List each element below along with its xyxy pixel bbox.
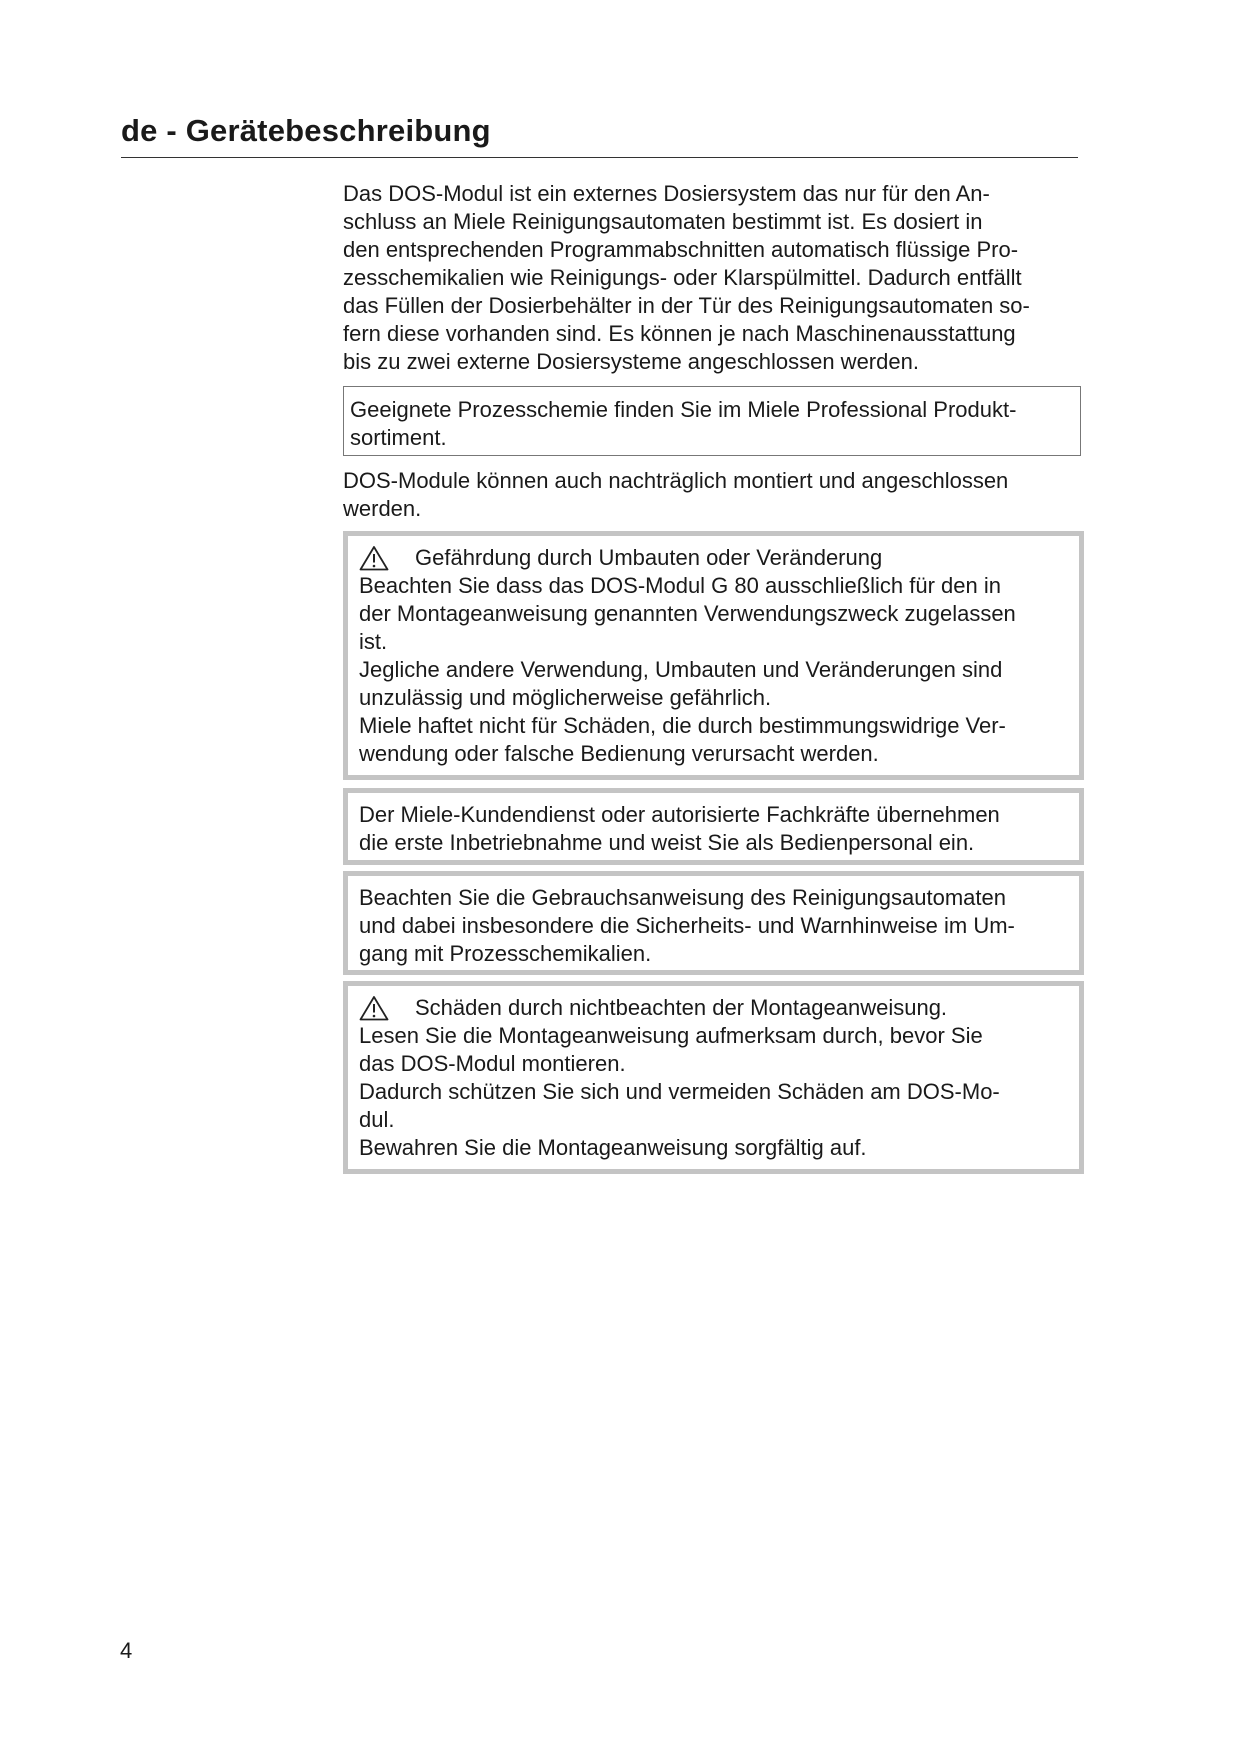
warning-box-modification [343, 531, 1084, 780]
page-number: 4 [120, 1638, 133, 1663]
text-line: fern diese vorhanden sind. Es können je nach Maschinenausstattung [343, 321, 1016, 346]
text-line: das DOS-Modul montieren. [359, 1051, 626, 1076]
warning-box-installation [343, 981, 1084, 1174]
text-line: Der Miele-Kundendienst oder autorisierte Fachkräfte übernehmen [359, 802, 1000, 827]
text-line: ist. [359, 629, 388, 654]
text-line: Lesen Sie die Montageanweisung aufmerksam durch, bevor Sie [359, 1023, 983, 1048]
page-title: de - Gerätebeschreibung [121, 113, 491, 148]
text-line: Dadurch schützen Sie sich und vermeiden Schäden am DOS-Mo- [359, 1079, 1000, 1104]
text-line: sortiment. [350, 425, 447, 450]
warning-heading-row [359, 994, 1069, 1022]
text-line: schluss an Miele Reinigungsautomaten bestimmt ist. Es dosiert in [343, 209, 983, 234]
text-line: das Füllen der Dosierbehälter in der Tür des Reinigungsautomaten so- [343, 293, 1030, 318]
text-line: dul. [359, 1107, 395, 1132]
note-box [343, 386, 1081, 456]
text-line: die erste Inbetriebnahme und weist Sie als Bedienpersonal ein. [359, 830, 975, 855]
title-divider [121, 157, 1078, 158]
retrofit-paragraph [343, 467, 1083, 523]
text-line: Beachten Sie die Gebrauchsanweisung des Reinigungsautomaten [359, 885, 1006, 910]
text-line: Geeignete Prozesschemie finden Sie im Miele Professional Produkt- [350, 397, 1017, 422]
text-line: Beachten Sie dass das DOS-Modul G 80 ausschließlich für den in [359, 573, 1001, 598]
text-line: werden. [343, 496, 422, 521]
warning-triangle-icon [359, 995, 389, 1021]
info-box-commissioning [343, 788, 1084, 865]
text-line: den entsprechenden Programmabschnitten automatisch flüssige Pro- [343, 237, 1019, 262]
text-line: und dabei insbesondere die Sicherheits- und Warnhinweise im Um- [359, 913, 1015, 938]
text-line: zesschemikalien wie Reinigungs- oder Klarspülmittel. Dadurch entfällt [343, 265, 1022, 290]
text-line: unzulässig und möglicherweise gefährlich. [359, 685, 772, 710]
text-line: wendung oder falsche Bedienung verursacht werden. [359, 741, 879, 766]
text-line: Bewahren Sie die Montageanweisung sorgfältig auf. [359, 1135, 867, 1160]
warning-heading: Schäden durch nichtbeachten der Montageanweisung. [415, 995, 948, 1020]
warning-heading: Gefährdung durch Umbauten oder Veränderung [415, 545, 883, 570]
text-line: gang mit Prozesschemikalien. [359, 941, 652, 966]
text-line: bis zu zwei externe Dosiersysteme angeschlossen werden. [343, 349, 919, 374]
text-line: Jegliche andere Verwendung, Umbauten und Veränderungen sind [359, 657, 1003, 682]
text-line: Das DOS-Modul ist ein externes Dosiersystem das nur für den An- [343, 181, 990, 206]
intro-paragraph [343, 180, 1083, 376]
warning-heading-row [359, 544, 1069, 572]
text-line: der Montageanweisung genannten Verwendungszweck zugelassen [359, 601, 1016, 626]
warning-triangle-icon [359, 545, 389, 571]
text-line: DOS-Module können auch nachträglich montiert und angeschlossen [343, 468, 1009, 493]
info-box-instructions [343, 871, 1084, 975]
text-line: Miele haftet nicht für Schäden, die durch bestimmungswidrige Ver- [359, 713, 1006, 738]
